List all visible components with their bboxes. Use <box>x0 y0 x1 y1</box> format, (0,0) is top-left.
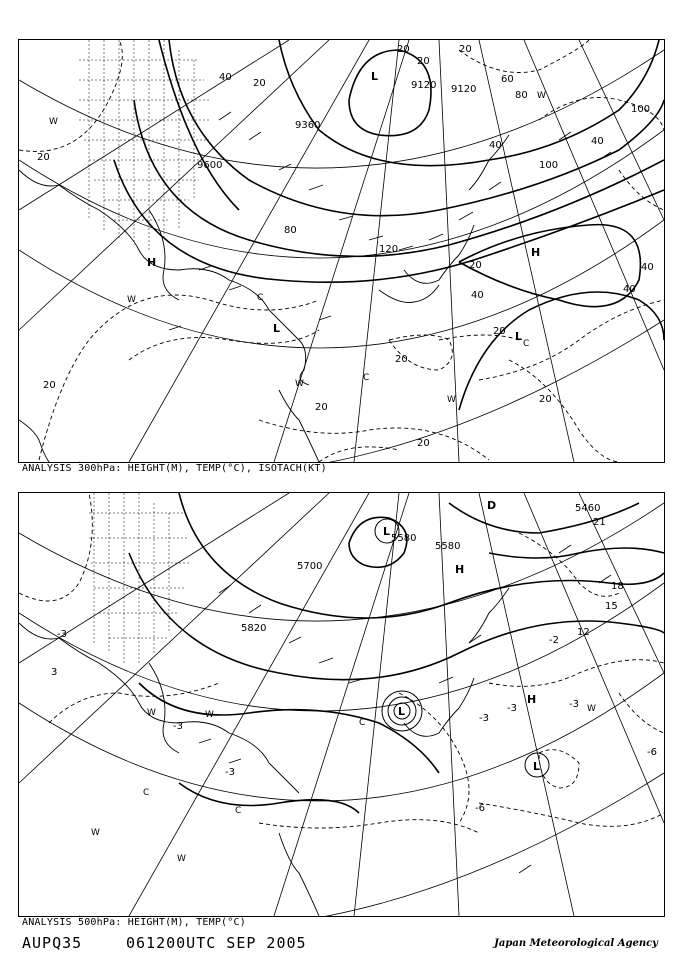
agency-name: Japan Meteorological Agency <box>494 938 658 949</box>
low-center: L <box>273 322 281 335</box>
caption-300hpa: ANALYSIS 300hPa: HEIGHT(M), TEMP(°C), ISOTACH(KT) <box>22 463 327 474</box>
coastlines <box>19 135 509 462</box>
temp-label: -3 <box>57 629 67 640</box>
temp-label: -3 <box>507 703 517 714</box>
warm-center: W <box>127 295 136 305</box>
isotach-label: 20 <box>459 44 472 55</box>
product-code: AUPQ35 <box>22 934 83 952</box>
height-label: 5580 <box>435 541 461 552</box>
valid-time: 061200UTC SEP 2005 <box>126 934 307 952</box>
graticule-meridians <box>19 40 664 462</box>
isotach-label: 100 <box>539 160 559 171</box>
isotach-label: 20 <box>417 438 430 449</box>
coastlines <box>19 588 509 916</box>
temp-label: -6 <box>475 803 485 814</box>
height-label: 5700 <box>297 561 323 572</box>
isotach-label: 80 <box>515 90 528 101</box>
isotach-label: 20 <box>539 394 552 405</box>
height-labels <box>241 503 600 634</box>
isotach-label: 40 <box>641 262 654 273</box>
isotach-label: 60 <box>501 74 514 85</box>
isotach-label: 80 <box>284 225 297 236</box>
isotach-label: 20 <box>395 354 408 365</box>
chart-300hpa <box>18 39 665 463</box>
temp-label: -3 <box>569 699 579 710</box>
isotach-label: 20 <box>417 56 430 67</box>
height-contours <box>114 40 664 410</box>
isotach-label: 20 <box>37 152 50 163</box>
isotach-label: 40 <box>489 140 502 151</box>
temp-label: -6 <box>647 747 657 758</box>
cold-center: C <box>363 373 370 383</box>
map-500hpa <box>19 493 664 916</box>
cold-center: C <box>359 718 366 728</box>
temperature-centers <box>49 91 546 405</box>
chart-500hpa <box>18 492 665 917</box>
height-label: 9360 <box>295 120 321 131</box>
temp-label: 3 <box>51 667 58 678</box>
temp-label: 18 <box>611 581 624 592</box>
isotach-label: 20 <box>253 78 266 89</box>
isotach-label: 120 <box>379 244 399 255</box>
temperature-contours <box>19 493 664 833</box>
temperature-centers <box>91 704 596 864</box>
height-label: 9120 <box>451 84 477 95</box>
temp-label: -2 <box>549 635 559 646</box>
isotach-label: 20 <box>315 402 328 413</box>
temp-label: 15 <box>605 601 618 612</box>
isotach-label: 40 <box>471 290 484 301</box>
isotach-label: 40 <box>623 284 636 295</box>
temp-label: 21 <box>593 517 606 528</box>
high-center: H <box>147 256 157 269</box>
low-center: L <box>398 705 406 718</box>
cold-center: C <box>143 788 150 798</box>
low-center: L <box>383 525 391 538</box>
temp-label: -3 <box>479 713 489 724</box>
high-center: H <box>455 563 465 576</box>
isotach-labels <box>37 44 654 449</box>
chart-footer <box>22 934 660 954</box>
map-300hpa <box>19 40 664 462</box>
isotach-label: 40 <box>219 72 232 83</box>
graticule-parallels <box>19 503 664 916</box>
isotach-label: 100 <box>631 104 651 115</box>
height-labels <box>197 80 476 171</box>
warm-center: W <box>205 710 214 720</box>
cold-center: C <box>235 806 242 816</box>
low-center: L <box>533 760 541 773</box>
graticule-meridians <box>19 493 664 916</box>
isotach-label: 20 <box>397 44 410 55</box>
height-label: 5580 <box>391 533 417 544</box>
isotach-label: 20 <box>469 260 482 271</box>
caption-500hpa: ANALYSIS 500hPa: HEIGHT(M), TEMP(°C) <box>22 917 246 928</box>
temp-label: -3 <box>173 721 183 732</box>
warm-center: W <box>91 828 100 838</box>
warm-center: W <box>587 704 596 714</box>
isotach-label: 20 <box>43 380 56 391</box>
warm-center: W <box>49 117 58 127</box>
high-center: H <box>531 246 541 259</box>
pressure-centers <box>147 70 540 343</box>
temp-label: 12 <box>577 627 590 638</box>
warm-center: W <box>177 854 186 864</box>
warm-center: W <box>447 395 456 405</box>
height-label: 5820 <box>241 623 267 634</box>
height-label: 9600 <box>197 160 223 171</box>
isotach-label: 20 <box>493 326 506 337</box>
temp-label: -3 <box>225 767 235 778</box>
warm-center: W <box>147 708 156 718</box>
high-center: H <box>527 693 537 706</box>
warm-center: W <box>295 379 304 389</box>
height-label: 9120 <box>411 80 437 91</box>
cold-center: C <box>523 339 530 349</box>
low-center: L <box>515 330 523 343</box>
center-marker: D <box>487 499 497 512</box>
warm-center: W <box>537 91 546 101</box>
isotach-label: 40 <box>591 136 604 147</box>
cold-center: C <box>257 293 264 303</box>
low-center: L <box>371 70 379 83</box>
height-label: 5460 <box>575 503 601 514</box>
